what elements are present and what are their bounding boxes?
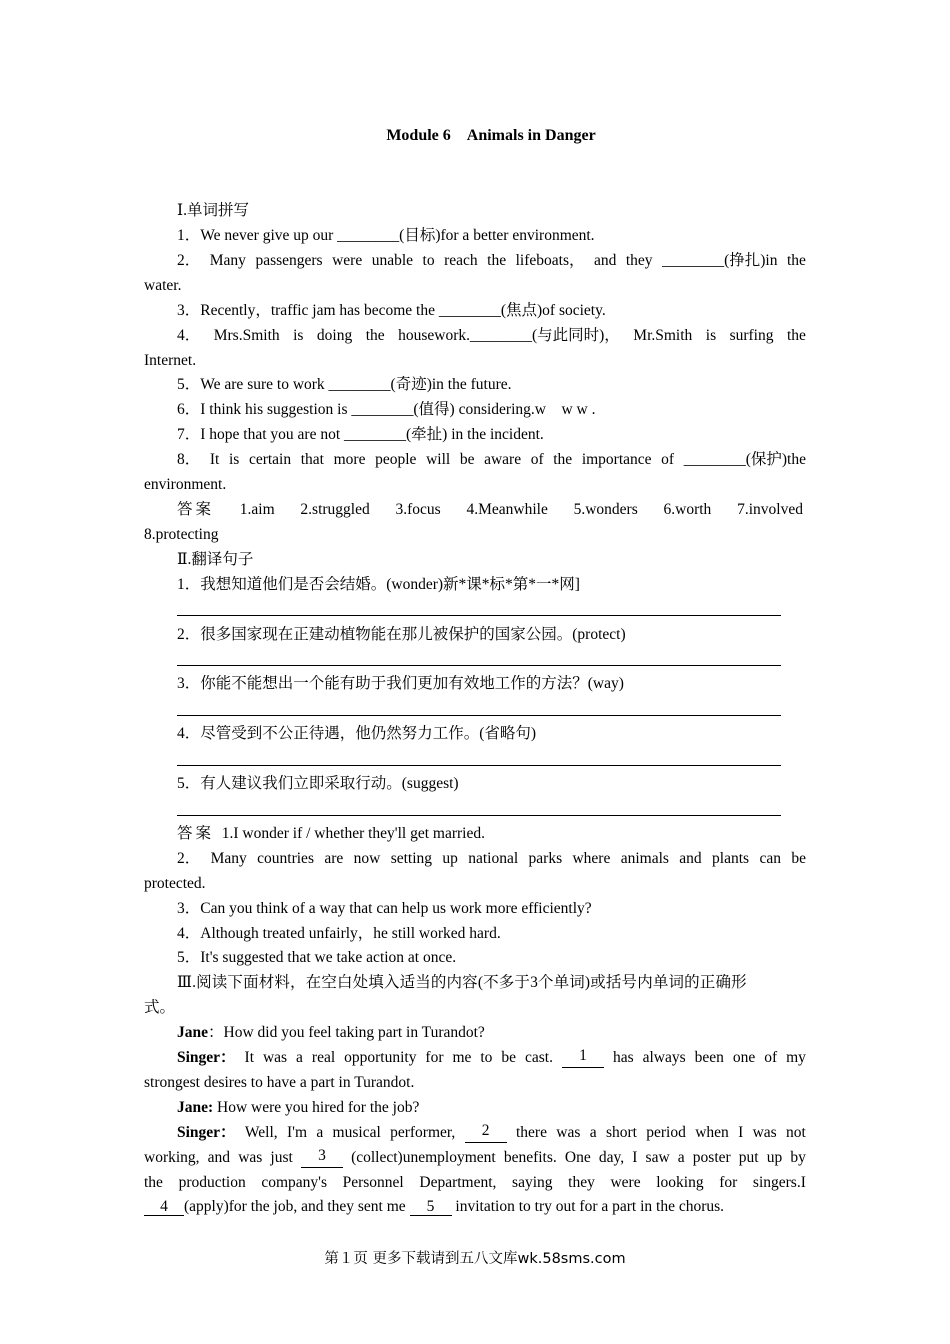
section-3-heading-cont: 式。 bbox=[144, 999, 176, 1016]
word: aware bbox=[484, 451, 522, 468]
word: were bbox=[610, 1174, 641, 1191]
answer-line bbox=[177, 815, 781, 816]
word: Personnel bbox=[342, 1174, 404, 1191]
word: singers.I bbox=[752, 1174, 806, 1191]
word: 4.Meanwhile bbox=[466, 501, 548, 518]
word: the bbox=[553, 451, 573, 468]
word: Many bbox=[209, 252, 246, 269]
s1-answers bbox=[177, 500, 803, 520]
word: short bbox=[605, 1124, 637, 1141]
word: importance bbox=[581, 451, 652, 468]
word: and bbox=[207, 1149, 231, 1166]
answer-line bbox=[177, 715, 781, 716]
dialogue-line-2: Singer： It was a real opportunity for me to be cast. 1 has always been one of my bbox=[177, 1047, 806, 1066]
word: a bbox=[296, 1049, 303, 1066]
fill-blank-2[interactable]: 2 bbox=[465, 1123, 507, 1143]
section-1-heading: Ⅰ.单词拼写 bbox=[177, 202, 249, 219]
word: of bbox=[530, 451, 544, 468]
s1-question-4-cont: Internet. bbox=[144, 352, 197, 369]
word: countries bbox=[257, 850, 314, 867]
word: musical bbox=[332, 1124, 381, 1141]
word: 答案 bbox=[177, 501, 215, 518]
word: unable bbox=[371, 252, 414, 269]
word: animals bbox=[620, 850, 669, 867]
s1-answers-cont: 8.protecting bbox=[144, 526, 219, 543]
word: national bbox=[468, 850, 519, 867]
word: not bbox=[786, 1124, 806, 1141]
word: when bbox=[695, 1124, 729, 1141]
word: cast. bbox=[525, 1049, 553, 1066]
word: up bbox=[766, 1149, 783, 1166]
word: doing bbox=[316, 327, 353, 344]
s1-question-1: 1．We never give up our ________(目标)for a better environment. bbox=[177, 227, 595, 244]
word: performer, bbox=[390, 1124, 456, 1141]
word: and bbox=[679, 850, 702, 867]
word: to bbox=[422, 252, 435, 269]
word: be bbox=[501, 1049, 517, 1066]
dialogue-line-4-cont-1 bbox=[144, 1148, 806, 1168]
word: the bbox=[786, 252, 806, 269]
word: opportunity bbox=[344, 1049, 417, 1066]
page-footer: 第１页 更多下载请到五八文库wk.58sms.com bbox=[324, 1251, 626, 1267]
word: passengers bbox=[255, 252, 323, 269]
s1-question-4 bbox=[177, 326, 806, 346]
s1-question-2 bbox=[177, 251, 806, 271]
dialogue-line-2-cont: strongest desires to have a part in Turandot. bbox=[144, 1074, 415, 1091]
word: were bbox=[332, 252, 363, 269]
fill-blank-1[interactable]: 1 bbox=[562, 1048, 604, 1068]
word: the bbox=[144, 1174, 163, 1191]
s2-answer-2 bbox=[177, 849, 806, 869]
word: up bbox=[442, 850, 458, 867]
word: just bbox=[270, 1149, 293, 1166]
word: period bbox=[646, 1124, 686, 1141]
s2-answer-2-cont: protected. bbox=[144, 875, 206, 892]
word: always bbox=[642, 1049, 686, 1066]
word: 7.involved bbox=[737, 501, 803, 518]
s2-question-5: 5．有人建议我们立即采取行动。(suggest) bbox=[177, 775, 459, 792]
word: more bbox=[333, 451, 366, 468]
s1-question-5: 5．We are sure to work ________(奇迹)in the future. bbox=[177, 376, 512, 393]
dialogue-line-4-cont-3: 4 (apply)for the job, and they sent me 5 invitation to try out for a part in the chorus. bbox=[144, 1197, 724, 1217]
word: will bbox=[426, 451, 451, 468]
word: was bbox=[238, 1149, 263, 1166]
word: put bbox=[738, 1149, 759, 1166]
answer-line bbox=[177, 765, 781, 766]
word: was bbox=[556, 1124, 581, 1141]
word: One bbox=[564, 1149, 591, 1166]
word: where bbox=[572, 850, 611, 867]
word: 2.struggled bbox=[300, 501, 370, 518]
dialogue-line-3: Jane: How were you hired for the job? bbox=[177, 1099, 420, 1116]
word: 2． bbox=[177, 850, 201, 867]
word: is bbox=[705, 327, 717, 344]
word: I'm bbox=[286, 1124, 307, 1141]
word: people bbox=[375, 451, 417, 468]
word: company's bbox=[261, 1174, 327, 1191]
word: 8． bbox=[177, 451, 201, 468]
page-title: Module 6 Animals in Danger bbox=[386, 127, 596, 144]
s1-question-7: 7．I hope that you are not ________(牵扯) in the incident. bbox=[177, 426, 544, 443]
word: the bbox=[786, 327, 806, 344]
section-3-heading: Ⅲ.阅读下面材料，在空白处填入适当的内容(不多于3个单词)或括号内单词的正确形 bbox=[177, 974, 747, 991]
s2-question-3: 3．你能不能想出一个能有助于我们更加有效地工作的方法？(way) bbox=[177, 675, 624, 692]
s1-question-8 bbox=[177, 450, 806, 470]
word: day, bbox=[598, 1149, 625, 1166]
word: plants bbox=[712, 850, 750, 867]
word: my bbox=[786, 1049, 806, 1066]
word: me bbox=[452, 1049, 472, 1066]
word: the bbox=[487, 252, 507, 269]
word: 4． bbox=[177, 327, 201, 344]
word: ________(保护)the bbox=[683, 451, 806, 468]
word: working, bbox=[144, 1149, 200, 1166]
word: Mrs.Smith bbox=[213, 327, 280, 344]
word: has bbox=[612, 1049, 634, 1066]
word: are bbox=[324, 850, 344, 867]
word: reach bbox=[444, 252, 478, 269]
word: poster bbox=[692, 1149, 731, 1166]
word: certain bbox=[248, 451, 292, 468]
speaker-singer: Singer： bbox=[177, 1124, 236, 1141]
word: 6.worth bbox=[663, 501, 712, 518]
word: 2． bbox=[177, 252, 201, 269]
word: Department, bbox=[419, 1174, 497, 1191]
word: I bbox=[738, 1124, 744, 1141]
word: I bbox=[632, 1149, 638, 1166]
s2-answer-5: 5．It's suggested that we take action at once. bbox=[177, 949, 457, 966]
word: parks bbox=[528, 850, 563, 867]
word: a bbox=[316, 1124, 324, 1141]
word: and bbox=[593, 252, 617, 269]
word: was bbox=[262, 1049, 288, 1066]
word: they bbox=[568, 1174, 595, 1191]
word: of bbox=[764, 1049, 778, 1066]
word: 1.aim bbox=[239, 501, 275, 518]
word: is bbox=[293, 327, 304, 344]
word: housework.________(与此同时)， bbox=[398, 327, 620, 344]
word: saw bbox=[645, 1149, 670, 1166]
word: can bbox=[759, 850, 781, 867]
word: lifeboats， bbox=[515, 252, 585, 269]
word: was bbox=[752, 1124, 777, 1141]
word: (collect)unemployment bbox=[351, 1149, 496, 1166]
section-2-heading: Ⅱ.翻译句子 bbox=[177, 551, 254, 568]
word: of bbox=[661, 451, 675, 468]
word: benefits. bbox=[503, 1149, 557, 1166]
answer-line bbox=[177, 665, 781, 666]
word: by bbox=[790, 1149, 806, 1166]
word: 3.focus bbox=[395, 501, 441, 518]
word: a bbox=[589, 1124, 597, 1141]
s2-answer-1: 答案 1.I wonder if / whether they'll get married. bbox=[177, 825, 485, 842]
word: be bbox=[791, 850, 806, 867]
fill-blank-4[interactable]: 4 bbox=[144, 1199, 184, 1216]
word: the bbox=[365, 327, 385, 344]
word: been bbox=[694, 1049, 724, 1066]
word: is bbox=[228, 451, 240, 468]
s2-question-4: 4．尽管受到不公正待遇，他仍然努力工作。(省略句) bbox=[177, 725, 537, 742]
word: production bbox=[178, 1174, 246, 1191]
dialogue-line-1: Jane：How did you feel taking part in Turandot? bbox=[177, 1024, 485, 1041]
word: surfing bbox=[729, 327, 774, 344]
word: Well, bbox=[244, 1124, 278, 1141]
word: to bbox=[480, 1049, 493, 1066]
word: a bbox=[677, 1149, 685, 1166]
fill-blank-5[interactable]: 5 bbox=[410, 1199, 452, 1216]
word: It bbox=[244, 1049, 254, 1066]
word: real bbox=[311, 1049, 336, 1066]
s2-answer-3: 3．Can you think of a way that can help us work more efficiently? bbox=[177, 900, 592, 917]
s2-question-2: 2．很多国家现在正建动植物能在那儿被保护的国家公园。(protect) bbox=[177, 626, 626, 643]
word: looking bbox=[656, 1174, 704, 1191]
fill-blank-3[interactable]: 3 bbox=[301, 1148, 343, 1168]
answer-line bbox=[177, 615, 781, 616]
word: one bbox=[732, 1049, 756, 1066]
word: be bbox=[459, 451, 475, 468]
s1-question-2-cont: water. bbox=[144, 277, 182, 294]
dialogue-line-4-cont-2 bbox=[144, 1173, 806, 1193]
s1-question-8-cont: environment. bbox=[144, 476, 227, 493]
word: Many bbox=[210, 850, 247, 867]
word: setting bbox=[390, 850, 433, 867]
s1-question-3: 3．Recently，traffic jam has become the ________(焦点)of society. bbox=[177, 302, 606, 319]
s2-question-1: 1．我想知道他们是否会结婚。(wonder)新*课*标*第*一*网] bbox=[177, 576, 580, 593]
word: now bbox=[353, 850, 381, 867]
word: there bbox=[515, 1124, 547, 1141]
word: Mr.Smith bbox=[633, 327, 693, 344]
word: 5.wonders bbox=[573, 501, 638, 518]
word: that bbox=[300, 451, 324, 468]
word: saying bbox=[512, 1174, 553, 1191]
word: It bbox=[209, 451, 220, 468]
word: for bbox=[425, 1049, 444, 1066]
word: they bbox=[625, 252, 653, 269]
s1-question-6: 6．I think his suggestion is ________(值得) considering.w w w . bbox=[177, 401, 596, 418]
word: for bbox=[719, 1174, 738, 1191]
s2-answer-4: 4．Although treated unfairly，he still worked hard. bbox=[177, 925, 501, 942]
dialogue-line-4 bbox=[177, 1123, 806, 1143]
word: ________(挣扎)in bbox=[662, 252, 778, 269]
